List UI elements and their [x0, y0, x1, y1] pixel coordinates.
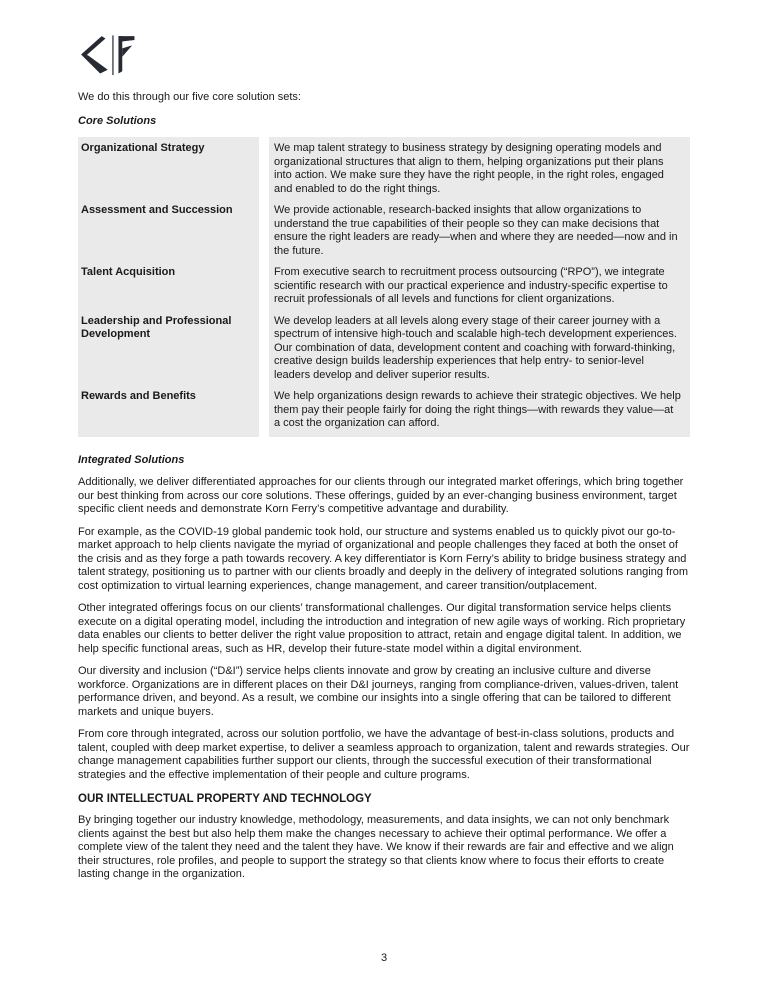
integrated-paragraph: From core through integrated, across our solution portfolio, we have the advantage of best-in-class solutions, products and talent, coupled with deep market expertise, to deliver a seamless approach to organization, talent and rewards strategies. Our change management capabilities further support our clients, through the successful execution of their transformational strategies and the effective implementation of their people and culture programs.: [78, 728, 690, 781]
table-row: [78, 390, 690, 437]
integrated-solutions-heading: Integrated Solutions: [78, 453, 185, 466]
solution-description: We map talent strategy to business strategy by designing operating models and organizational structures that align to them, helping organizations put their plans into action. We make sure they have the right people, in the right roles, engaged and enabled to do the right things.: [269, 137, 690, 204]
solution-label: Assessment and Succession: [78, 204, 259, 266]
column-gutter: [259, 266, 269, 315]
column-gutter: [259, 390, 269, 437]
solution-description: From executive search to recruitment process outsourcing (“RPO”), we integrate scientific research with our practical experience and industry-specific expertise to recruit professionals of all levels and functions for client organizations.: [269, 266, 690, 315]
solution-label: Rewards and Benefits: [78, 390, 259, 437]
page-number: 3: [380, 952, 388, 964]
table-row: [78, 137, 690, 204]
integrated-paragraph: Additionally, we deliver differentiated approaches for our clients through our integrated market offerings, which bring together our best thinking from across our core solutions. These offerings, guided by an ever-changing business environment, target specific client needs and demonstrate Korn Ferry’s competitive advantage and durability.: [78, 476, 684, 515]
table-row: [78, 204, 690, 266]
core-solutions-heading: Core Solutions: [78, 114, 157, 127]
logo-f-flag: [122, 45, 132, 56]
intro-text: We do this through our five core solution sets:: [78, 91, 301, 103]
solution-label: Organizational Strategy: [78, 137, 259, 204]
integrated-paragraph: Our diversity and inclusion (“D&I”) service helps clients innovate and grow by creating an inclusive culture and diverse workforce. Organizations are in different places on their D&I journeys, ranging from compliance-driven, values-driven, talent performance driven, and beyond. As a result, we combine our insights into a single offering that can be tailored to different markets and unique buyers.: [78, 665, 679, 718]
intellectual-property-heading: OUR INTELLECTUAL PROPERTY AND TECHNOLOGY: [78, 793, 372, 805]
logo-chevron-upper: [81, 36, 105, 56]
solution-label: Talent Acquisition: [78, 266, 259, 315]
column-gutter: [259, 315, 269, 391]
table-row: [78, 266, 690, 315]
solution-description: We help organizations design rewards to achieve their strategic objectives. We help them pay their people fairly for doing the right things—with rewards they value—at a cost the organization can afford.: [269, 390, 690, 437]
logo-chevron-lower: [81, 54, 108, 73]
solution-label: Leadership and Professional Development: [78, 315, 259, 391]
ip-paragraph: By bringing together our industry knowledge, methodology, measurements, and data insights, we can not only benchmark clients against the best but also help them make the changes necessary to achieve their optimal performance. We offer a complete view of the talent they need and the talent they have. We know if their rewards are fair and effective and we align their structures, role profiles, and people to support the strategy so that clients know where to focus their efforts to create lasting change in the organization.: [78, 814, 674, 880]
solution-description: We develop leaders at all levels along every stage of their career journey with a spectrum of intensive high-touch and scalable high-tech development experiences. Our combination of data, development content and coaching with forward-thinking, creative design builds leadership experiences that help entry- to senior-level leaders develop and deliver superior results.: [269, 315, 690, 391]
korn-ferry-logo: [78, 35, 136, 77]
logo-divider: [112, 35, 113, 75]
column-gutter: [259, 137, 269, 204]
logo-f-topbar: [118, 36, 134, 41]
integrated-paragraph: Other integrated offerings focus on our clients’ transformational challenges. Our digital transformation service helps clients execute on a digital operating model, including the introduction and integration of new agile ways of working. Rich proprietary data enables our clients to better deliver the right value proposition to attract, retain and engage digital talent. In addition, we help specific functional areas, such as HR, develop their future-state model within a digital environment.: [78, 602, 686, 655]
table-row: [78, 315, 690, 391]
core-solutions-table: [78, 137, 690, 437]
column-gutter: [259, 204, 269, 266]
logo-f-stem: [118, 36, 122, 73]
solution-description: We provide actionable, research-backed insights that allow organizations to understand the true capabilities of their people so they can make decisions that ensure the right leaders are ready—when and where they are needed—now and in the future.: [269, 204, 690, 266]
integrated-paragraph: For example, as the COVID-19 global pandemic took hold, our structure and systems enabled us to quickly pivot our go-to-market approach to help clients navigate the myriad of organizational and people challenges they faced at both the onset of the crisis and as they forge a path towards recovery. A key differentiator is Korn Ferry’s ability to bridge business strategy and talent strategy, positioning us to partner with our clients broadly and deeply in the delivery of integrated solutions ranging from cost optimization to virtual learning experiences, change management, and career transition/outplacement.: [78, 525, 689, 592]
